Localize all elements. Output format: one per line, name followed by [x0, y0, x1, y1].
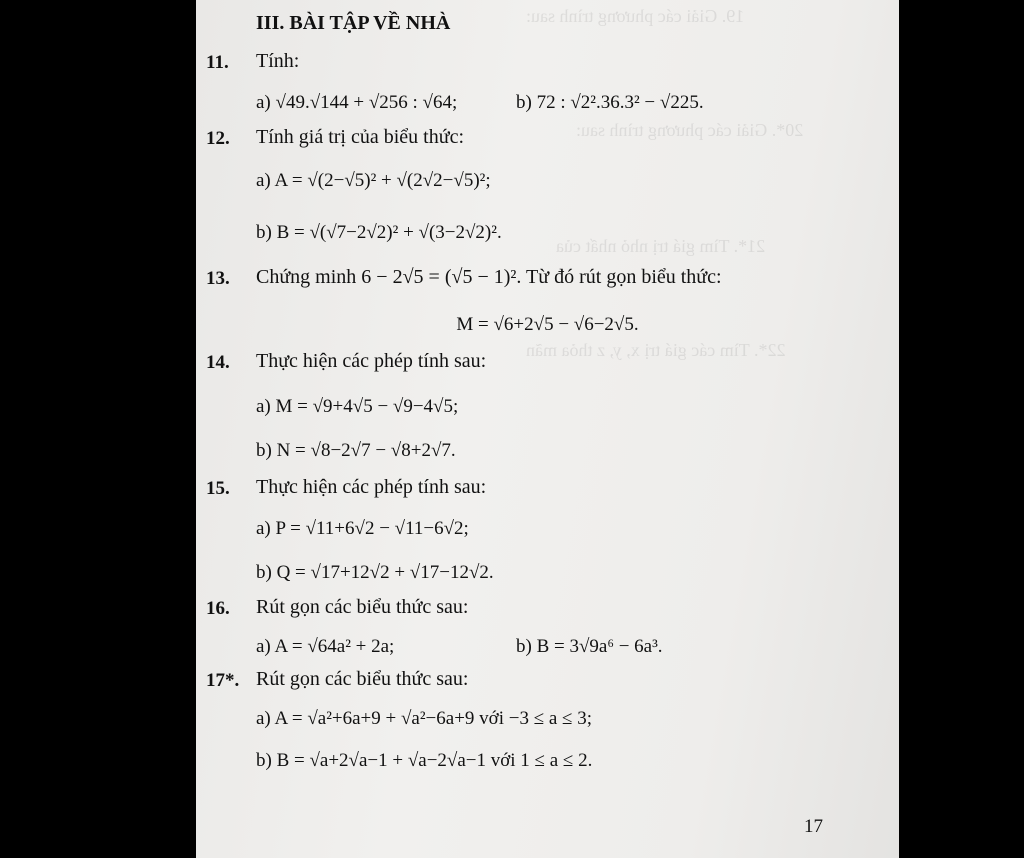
exercise-part-a: a) A = √a²+6a+9 + √a²−6a+9 với −3 ≤ a ≤ 3;	[256, 708, 593, 729]
exercise-part-b: b) Q = √17+12√2 + √17−12√2.	[256, 562, 494, 583]
exercise-number: 12.	[206, 128, 230, 149]
section-title: III. BÀI TẬP VỀ NHÀ	[256, 12, 451, 34]
exercise-question: Thực hiện các phép tính sau:	[256, 476, 487, 498]
exercise-part-a: a) M = √9+4√5 − √9−4√5;	[256, 396, 459, 417]
exercise-part-a: a) √49.√144 + √256 : √64;	[256, 92, 458, 113]
exercise-number: 14.	[206, 352, 230, 373]
exercise-question: Thực hiện các phép tính sau:	[256, 350, 487, 372]
page-number: 17	[804, 816, 823, 837]
exercise-question: Rút gọn các biểu thức sau:	[256, 596, 469, 618]
exercise-number: 13.	[206, 268, 230, 289]
textbook-page: 19. Giải các phương trình sau: 20*. Giải các phương trình sau: 21*. Tìm giá trị nhỏ nhất của 22*. Tìm các giá trị x, y, z thỏa mãn III. BÀI TẬP VỀ NHÀ 11. Tính: a) √49.√144 + √256 : √64; b) 72 : √2².36.3² − √225. 12. Tính giá trị của biểu thức: a) A = √(2−√5)² + √(2√2−√5)²; b) B = √(√7−2√2)² + √(3−2√2)². 13. Chứng minh 6 − 2√5 = (√5 − 1)². Từ đó rút gọn biểu thức: M = √6+2√5 − √6−2√5. 14. Thực hiện các phép tính sau: a) M = √9+4√5 − √9−4√5; b) N = √8−2√7 − √8+2√7. 15. Thực hiện các phép tính sau: a) P = √11+6√2 − √11−6√2; b) Q = √17+12√2 + √17−12√2. 16. Rút gọn các biểu thức sau: a) A = √64a² + 2a; b) B = 3√9a⁶ − 6a³. 17*. Rút gọn các biểu thức sau: a) A = √a²+6a+9 + √a²−6a+9 với −3 ≤ a ≤ 3; b) B = √a+2√a−1 + √a−2√a−1 với 1 ≤ a ≤ 2. 17	[196, 0, 899, 858]
exercise-part-b: b) 72 : √2².36.3² − √225.	[516, 92, 704, 113]
exercise-question: Tính giá trị của biểu thức:	[256, 126, 464, 148]
exercise-part-b: b) B = √(√7−2√2)² + √(3−2√2)².	[256, 222, 502, 243]
exercise-part-a: a) A = √(2−√5)² + √(2√2−√5)²;	[256, 170, 491, 191]
exercise-part-a: a) P = √11+6√2 − √11−6√2;	[256, 518, 469, 539]
exercise-number: 17*.	[206, 670, 240, 691]
exercise-part-a: a) A = √64a² + 2a;	[256, 636, 395, 657]
exercise-number: 15.	[206, 478, 230, 499]
exercise-question: Tính:	[256, 50, 300, 72]
exercise-question: Chứng minh 6 − 2√5 = (√5 − 1)². Từ đó rút gọn biểu thức:	[256, 266, 722, 288]
exercise-part-b: b) N = √8−2√7 − √8+2√7.	[256, 440, 456, 461]
exercise-part-b: b) B = 3√9a⁶ − 6a³.	[516, 636, 663, 657]
exercise-part-b: b) B = √a+2√a−1 + √a−2√a−1 với 1 ≤ a ≤ 2.	[256, 750, 593, 771]
exercise-question: Rút gọn các biểu thức sau:	[256, 668, 469, 690]
exercise-formula: M = √6+2√5 − √6−2√5.	[456, 314, 639, 335]
exercise-number: 16.	[206, 598, 230, 619]
exercise-number: 11.	[206, 52, 229, 73]
